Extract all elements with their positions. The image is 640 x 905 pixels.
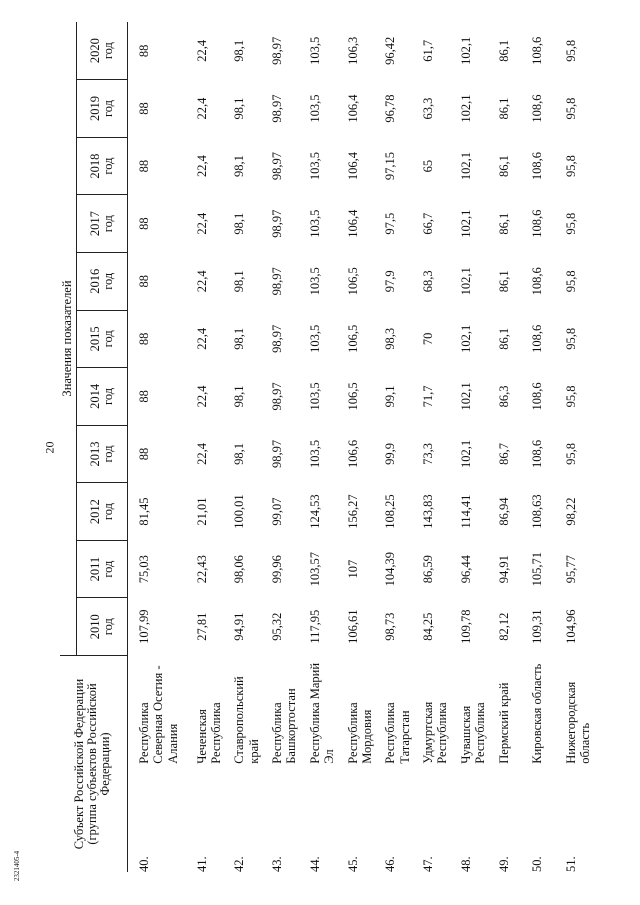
table-row xyxy=(555,22,593,872)
value-cell: 95,8 xyxy=(564,212,579,235)
value-cell: 107 xyxy=(345,559,360,579)
value-cell: 99,9 xyxy=(383,443,398,465)
year-label: 2015 xyxy=(87,326,102,352)
value-cell: 98,3 xyxy=(383,327,398,350)
value-cell: 108,6 xyxy=(530,94,545,123)
value-cell: 103,5 xyxy=(307,324,322,353)
year-label: 2019 xyxy=(87,96,102,122)
value-cell: 108,6 xyxy=(530,152,545,181)
subject-name: Республика Татарстан xyxy=(383,702,412,764)
value-cell: 98,97 xyxy=(270,324,284,353)
value-cell: 143,83 xyxy=(421,494,435,529)
year-unit-label: год xyxy=(101,99,115,118)
value-cell: 84,25 xyxy=(421,612,435,641)
subject-name: Ставропольский край xyxy=(232,676,261,764)
value-cell: 73,3 xyxy=(421,443,435,465)
value-cell: 88 xyxy=(137,332,151,346)
subject-name: Кировская область xyxy=(530,663,545,764)
year-unit-label: год xyxy=(101,445,115,463)
value-cell: 98,1 xyxy=(232,327,247,350)
subject-name: Республика Марий Эл xyxy=(307,662,337,764)
value-cell: 98,97 xyxy=(270,382,284,411)
subject-name: Республика Северная Осетия - Алания xyxy=(137,665,180,764)
value-cell: 102,1 xyxy=(458,94,473,123)
value-cell: 108,6 xyxy=(530,209,545,238)
year-unit-label: год xyxy=(101,503,115,521)
table-row xyxy=(337,22,375,872)
value-cell: 98,97 xyxy=(270,94,284,123)
value-cell: 106,4 xyxy=(345,94,360,123)
table-row xyxy=(412,22,450,872)
table-row xyxy=(223,22,261,872)
table-row xyxy=(521,22,555,872)
value-cell: 98,1 xyxy=(232,97,247,120)
value-cell: 97,15 xyxy=(383,152,398,181)
value-cell: 95,8 xyxy=(564,327,579,350)
table-row xyxy=(186,22,224,872)
value-cell: 98,97 xyxy=(270,152,284,181)
value-cell: 98,1 xyxy=(232,212,247,235)
value-cell: 98,1 xyxy=(232,39,247,62)
year-unit-label: год xyxy=(101,42,115,60)
year-label: 2017 xyxy=(87,211,102,237)
value-cell: 156,27 xyxy=(345,494,360,529)
value-cell: 65 xyxy=(421,159,435,173)
value-cell: 103,5 xyxy=(307,267,322,296)
value-cell: 98,97 xyxy=(270,267,284,296)
value-cell: 98,73 xyxy=(383,612,398,641)
value-cell: 103,57 xyxy=(307,551,322,587)
year-column-header xyxy=(77,425,128,483)
value-cell: 107,99 xyxy=(137,609,151,644)
value-cell: 97,9 xyxy=(383,270,398,293)
value-cell: 98,06 xyxy=(232,555,247,584)
value-cell: 88 xyxy=(137,275,151,288)
value-cell: 102,1 xyxy=(458,209,473,238)
value-cell: 95,8 xyxy=(564,97,579,120)
value-cell: 117,95 xyxy=(307,609,322,644)
value-cell: 88 xyxy=(137,102,151,115)
value-cell: 102,1 xyxy=(458,36,473,65)
row-number: 44. xyxy=(307,856,322,872)
value-cell: 103,5 xyxy=(307,382,322,411)
value-cell: 86,3 xyxy=(496,385,511,408)
value-cell: 86,59 xyxy=(421,555,435,584)
value-cell: 22,4 xyxy=(194,443,209,465)
value-cell: 97,5 xyxy=(383,212,398,235)
year-label: 2014 xyxy=(87,383,102,409)
value-cell: 105,71 xyxy=(530,551,545,587)
year-label: 2018 xyxy=(87,153,102,179)
year-unit-label: год xyxy=(101,618,115,636)
value-cell: 103,5 xyxy=(307,152,322,181)
year-label: 2011 xyxy=(87,556,102,582)
subject-name: Республика Мордовия xyxy=(345,702,374,764)
value-cell: 102,1 xyxy=(458,152,473,181)
value-cell: 106,3 xyxy=(345,36,360,65)
value-cell: 88 xyxy=(137,390,151,403)
value-cell: 68,3 xyxy=(421,270,435,293)
value-cell: 96,42 xyxy=(383,36,398,65)
value-cell: 21,01 xyxy=(194,497,209,526)
value-cell: 86,1 xyxy=(496,39,511,62)
value-cell: 98,1 xyxy=(232,270,247,293)
year-label: 2013 xyxy=(87,441,102,467)
value-cell: 109,78 xyxy=(458,609,473,644)
value-cell: 95,8 xyxy=(564,270,579,293)
value-cell: 98,22 xyxy=(564,497,579,526)
value-cell: 114,41 xyxy=(458,494,473,529)
year-unit-label: год xyxy=(101,560,115,578)
value-cell: 86,1 xyxy=(496,212,511,235)
value-cell: 102,1 xyxy=(458,439,473,469)
subject-name: Республика Башкортостан xyxy=(270,688,299,764)
value-cell: 103,5 xyxy=(307,209,322,238)
row-number: 42. xyxy=(232,856,247,872)
page-number: 20 xyxy=(42,441,57,454)
value-cell: 98,97 xyxy=(270,36,284,65)
year-column-header xyxy=(77,540,128,598)
year-column-header xyxy=(77,598,128,656)
value-cell: 95,8 xyxy=(564,39,579,62)
row-number: 41. xyxy=(194,856,209,872)
row-number: 43. xyxy=(270,856,284,872)
value-cell: 108,6 xyxy=(530,267,545,296)
value-cell: 22,4 xyxy=(194,270,209,293)
value-cell: 88 xyxy=(137,217,151,230)
year-label: 2010 xyxy=(87,614,102,640)
value-cell: 71,7 xyxy=(421,385,435,408)
value-cell: 106,5 xyxy=(345,382,360,411)
values-group-header: Значения показателей xyxy=(60,22,77,656)
value-cell: 88 xyxy=(137,159,151,173)
table-row xyxy=(299,22,337,872)
value-cell: 106,4 xyxy=(345,152,360,181)
value-cell: 95,8 xyxy=(564,443,579,465)
year-column-header xyxy=(77,252,128,310)
value-cell: 66,7 xyxy=(421,212,435,235)
value-cell: 22,4 xyxy=(194,327,209,350)
value-cell: 109,31 xyxy=(530,609,545,644)
value-cell: 104,96 xyxy=(564,609,579,644)
value-cell: 86,1 xyxy=(496,327,511,350)
value-cell: 86,1 xyxy=(496,270,511,293)
table-row xyxy=(450,22,488,872)
value-cell: 95,77 xyxy=(564,555,579,584)
value-cell: 81,45 xyxy=(137,497,151,526)
value-cell: 102,1 xyxy=(458,324,473,353)
value-cell: 108,6 xyxy=(530,382,545,411)
row-number: 50. xyxy=(530,856,545,872)
subject-name: Чувашская Республика xyxy=(458,702,488,764)
value-cell: 98,97 xyxy=(270,209,284,238)
value-cell: 22,43 xyxy=(194,555,209,584)
value-cell: 104,39 xyxy=(383,551,398,587)
subject-name: Пермский край xyxy=(496,682,511,764)
row-number: 49. xyxy=(496,856,511,872)
subject-name: Удмуртская Республика xyxy=(421,701,450,764)
row-number: 48. xyxy=(458,856,473,872)
value-cell: 86,1 xyxy=(496,155,511,178)
value-cell: 95,8 xyxy=(564,155,579,178)
value-cell: 108,25 xyxy=(383,494,398,529)
year-label: 2016 xyxy=(87,268,102,294)
value-cell: 63,3 xyxy=(421,97,435,120)
year-label: 2012 xyxy=(87,499,102,525)
value-cell: 86,7 xyxy=(496,443,511,465)
year-column-header xyxy=(77,195,128,253)
value-cell: 88 xyxy=(137,447,151,461)
value-cell: 99,1 xyxy=(383,385,398,408)
value-cell: 106,5 xyxy=(345,324,360,353)
value-cell: 102,1 xyxy=(458,267,473,296)
value-cell: 96,44 xyxy=(458,555,473,584)
value-cell: 103,5 xyxy=(307,439,322,469)
value-cell: 22,4 xyxy=(194,97,209,120)
subject-column-header: Субъект Российской Федерации (группа субъектов Российской Федерации) xyxy=(60,656,128,873)
value-cell: 99,96 xyxy=(270,555,284,584)
value-cell: 108,6 xyxy=(530,324,545,353)
year-label: 2020 xyxy=(87,38,102,64)
year-unit-label: год xyxy=(101,215,115,233)
value-cell: 61,7 xyxy=(421,39,435,62)
value-cell: 102,1 xyxy=(458,382,473,411)
row-number: 51. xyxy=(564,856,579,872)
value-cell: 70 xyxy=(421,332,435,346)
value-cell: 98,1 xyxy=(232,443,247,465)
value-cell: 106,4 xyxy=(345,209,360,238)
year-column-header xyxy=(77,483,128,541)
subject-name: Чеченская Республика xyxy=(194,702,223,764)
table-row xyxy=(488,22,522,872)
value-cell: 95,32 xyxy=(270,612,284,641)
value-cell: 27,81 xyxy=(194,612,209,641)
value-cell: 22,4 xyxy=(194,212,209,235)
year-unit-label: год xyxy=(101,330,115,348)
value-cell: 94,91 xyxy=(232,612,247,641)
year-unit-label: год xyxy=(101,272,115,290)
row-number: 40. xyxy=(137,856,151,872)
value-cell: 22,4 xyxy=(194,385,209,408)
value-cell: 108,63 xyxy=(530,494,545,529)
row-number: 47. xyxy=(421,856,435,872)
value-cell: 108,6 xyxy=(530,36,545,65)
table-body xyxy=(128,22,593,872)
value-cell: 124,53 xyxy=(307,494,322,529)
year-unit-label: год xyxy=(101,387,115,405)
row-number: 46. xyxy=(383,856,398,872)
value-cell: 22,4 xyxy=(194,39,209,62)
year-column-header xyxy=(77,80,128,138)
value-cell: 106,61 xyxy=(345,609,360,644)
footer-code: 2321405-4 xyxy=(13,850,22,882)
value-cell: 86,1 xyxy=(496,97,511,120)
value-cell: 88 xyxy=(137,44,151,58)
indicator-table xyxy=(60,22,593,872)
year-unit-label: год xyxy=(101,157,115,175)
value-cell: 22,4 xyxy=(194,155,209,178)
value-cell: 94,91 xyxy=(496,555,511,584)
value-cell: 98,1 xyxy=(232,155,247,178)
value-cell: 103,5 xyxy=(307,94,322,123)
year-column-header xyxy=(77,368,128,426)
table-row xyxy=(374,22,412,872)
year-column-header xyxy=(77,22,128,80)
value-cell: 99,07 xyxy=(270,497,284,526)
value-cell: 98,1 xyxy=(232,385,247,408)
value-cell: 103,5 xyxy=(307,36,322,65)
value-cell: 75,03 xyxy=(137,555,151,584)
year-column-header xyxy=(77,137,128,195)
value-cell: 106,6 xyxy=(345,439,360,469)
year-column-header xyxy=(77,310,128,368)
value-cell: 82,12 xyxy=(496,612,511,641)
table-row xyxy=(128,22,186,872)
value-cell: 86,94 xyxy=(496,497,511,526)
value-cell: 100,01 xyxy=(232,494,247,529)
value-cell: 106,5 xyxy=(345,267,360,296)
row-number: 45. xyxy=(345,856,360,872)
value-cell: 108,6 xyxy=(530,439,545,469)
subject-name: Нижегородская область xyxy=(564,681,593,764)
value-cell: 98,97 xyxy=(270,439,284,469)
value-cell: 96,78 xyxy=(383,94,398,123)
table-row xyxy=(261,22,299,872)
value-cell: 95,8 xyxy=(564,385,579,408)
rotated-table-sheet xyxy=(60,22,593,872)
